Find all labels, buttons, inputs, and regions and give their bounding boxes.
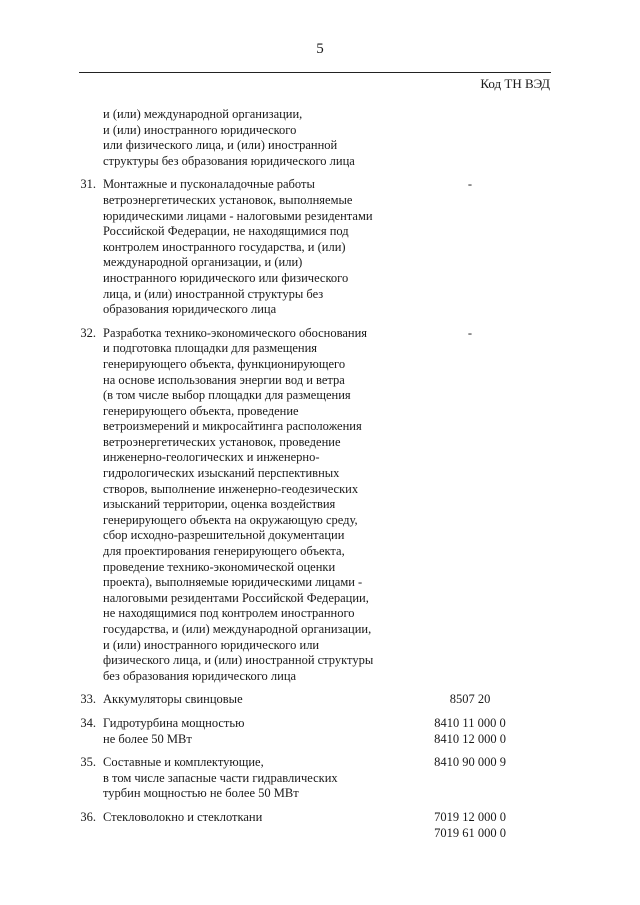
item-codes: - [467,177,473,192]
item-number: 35. [80,755,96,770]
item-codes: 8507 20 [449,692,491,707]
code-column-header: Код ТН ВЭД [480,76,550,91]
item-number: 34. [80,715,96,730]
list-item-31 [0,177,640,317]
item-description: Составные и комплектующие, в том числе запасные части гидравлических турбин мощностью не более 50 МВт [103,755,338,801]
list-item-34 [0,716,640,747]
item-description: Аккумуляторы свинцовые [103,692,243,707]
item-number: 36. [80,809,96,824]
item-description: Стекловолокно и стеклоткани [103,809,263,824]
item-number: 31. [80,177,96,192]
item-number: 32. [80,325,96,340]
list-item-35 [0,755,640,802]
item-number: 33. [80,692,96,707]
list-item-33 [0,692,640,708]
item-description: Гидротурбина мощностью не более 50 МВт [103,715,245,746]
item-codes: 7019 12 000 0 7019 61 000 0 [434,809,506,840]
list-item-32 [0,326,640,685]
list-item-36 [0,809,640,840]
items-list [0,107,640,840]
header-rule [79,72,551,73]
item-codes: 8410 11 000 0 8410 12 000 0 [434,715,506,746]
list-item-continuation [0,107,640,169]
item-description: Разработка технико-экономического обоснования и подготовка площадки для размещения генерирующего объекта, функционирующего на основе использования энергии вод и ветра (в том числе выбор площадки для размещения генерирующего объекта, проведение ветроизмерений и микросайтинга расположения ветроэнергетических установок, проведение инженерно-геологических и инженерно- гидрологических изысканий перспективных створов, выполнение инженерно-геодезических изысканий территории, оценка воздействия генерирующего объекта на окружающую среду, сбор исходно-разрешительной документации для проектирования генерирующего объекта, проведение технико-экономической оценки проекта), выполняемые юридическими лицами - налоговыми резидентами Российской Федерации, не находящимися под контролем иностранного государства, и (или) международной организации, и (или) иностранного юридического или физического лица, и (или) иностранной структуры без образования юридического лица [103,325,374,683]
item-description: и (или) международной организации, и (или) иностранного юридического или физического лица, и (или) иностранной структуры без образования юридического лица [103,107,355,168]
item-codes: 8410 90 000 9 [434,755,506,770]
page-number: 5 [316,41,324,57]
item-codes: - [467,325,473,340]
item-description: Монтажные и пусконаладочные работы ветроэнергетических установок, выполняемые юридическими лицами - налоговыми резидентами Российской Федерации, не находящимися под контролем иностранного государства, и (или) международной организации, и (или) иностранного юридического или физического лица, и (или) иностранной структуры без образования юридического лица [103,177,373,317]
